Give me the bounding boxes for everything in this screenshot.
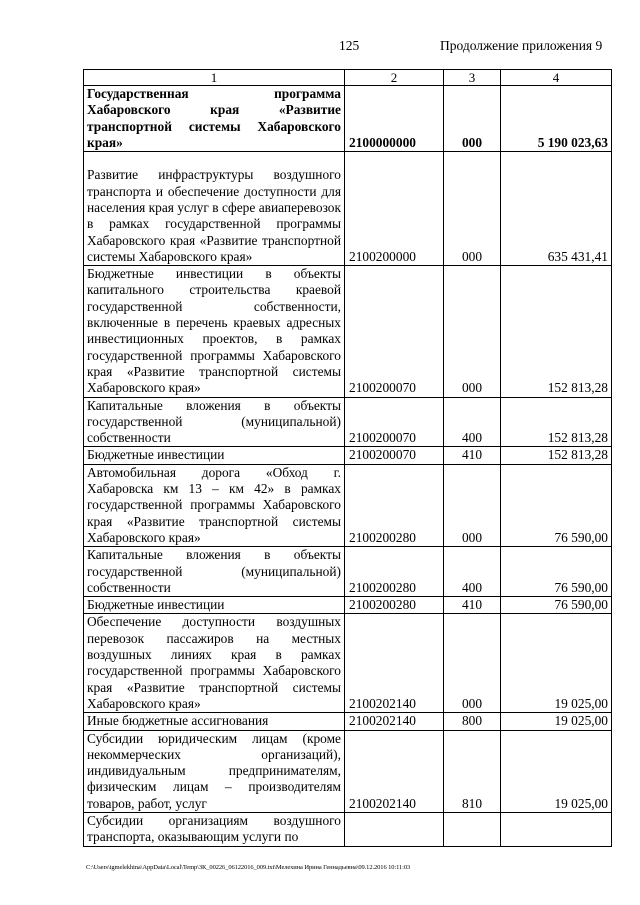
- row-code: 2100200280: [345, 547, 444, 597]
- table-row: [84, 464, 612, 546]
- budget-table: [83, 69, 612, 847]
- table-row: [84, 547, 612, 597]
- row-amount: 19 025,00: [501, 713, 612, 730]
- table-row: [84, 812, 612, 846]
- row-code: 2100200280: [345, 597, 444, 614]
- file-path-footer: C:\Users\igmelekhina\AppData\Local\Temp\ЗК_00226_06122016_009.txt\Мелехина Ирина Геннадьевна\09.12.2016 10:11:03: [86, 864, 411, 871]
- row-vr: 800: [444, 713, 501, 730]
- table-row: [84, 152, 612, 266]
- column-header-code: 2: [345, 70, 444, 86]
- table-row: [84, 397, 612, 447]
- row-name: Субсидии юридическим лицам (кроме некоммерческих организаций), индивидуальным предпринимателям, физическим лицам – производителям товаров, работ, услуг: [84, 730, 345, 812]
- row-vr: 000: [444, 152, 501, 266]
- row-vr: [444, 812, 501, 846]
- table-row: [84, 597, 612, 614]
- row-vr: 000: [444, 614, 501, 713]
- row-vr: 410: [444, 447, 501, 464]
- row-vr: 000: [444, 464, 501, 546]
- row-vr: 400: [444, 547, 501, 597]
- row-name: Государственная программа Хабаровского края «Развитие транспортной системы Хабаровского края»: [84, 86, 345, 152]
- row-amount: 635 431,41: [501, 152, 612, 266]
- row-code: 2100202140: [345, 730, 444, 812]
- row-code: 2100200070: [345, 447, 444, 464]
- row-code: 2100200280: [345, 464, 444, 546]
- row-amount: 19 025,00: [501, 730, 612, 812]
- row-vr: 000: [444, 266, 501, 397]
- row-code: [345, 812, 444, 846]
- row-code: 2100202140: [345, 614, 444, 713]
- row-amount: 152 813,28: [501, 447, 612, 464]
- table-row: [84, 614, 612, 713]
- row-amount: 76 590,00: [501, 597, 612, 614]
- row-amount: 76 590,00: [501, 464, 612, 546]
- column-header-amount: 4: [501, 70, 612, 86]
- row-vr: 000: [444, 86, 501, 152]
- row-amount: 152 813,28: [501, 266, 612, 397]
- table-row: [84, 86, 612, 152]
- row-name: Капитальные вложения в объекты государственной (муниципальной) собственности: [84, 547, 345, 597]
- table-row: [84, 713, 612, 730]
- row-vr: 410: [444, 597, 501, 614]
- row-vr: 400: [444, 397, 501, 447]
- row-amount: 19 025,00: [501, 614, 612, 713]
- row-name: Автомобильная дорога «Обход г. Хабаровска км 13 – км 42» в рамках государственной программы Хабаровского края «Развитие транспортной системы Хабаровского края»: [84, 464, 345, 546]
- table-row: [84, 266, 612, 397]
- row-code: 2100000000: [345, 86, 444, 152]
- row-code: 2100200070: [345, 266, 444, 397]
- row-name: Бюджетные инвестиции: [84, 597, 345, 614]
- page-number: 125: [339, 38, 360, 53]
- row-code: 2100200000: [345, 152, 444, 266]
- table-row: [84, 730, 612, 812]
- row-amount: [501, 812, 612, 846]
- table-header-row: [84, 70, 612, 86]
- column-header-vr: 3: [444, 70, 501, 86]
- continuation-label: Продолжение приложения 9: [440, 38, 603, 53]
- column-header-name: 1: [84, 70, 345, 86]
- row-vr: 810: [444, 730, 501, 812]
- row-name: Бюджетные инвестиции: [84, 447, 345, 464]
- row-amount: 152 813,28: [501, 397, 612, 447]
- row-name: Бюджетные инвестиции в объекты капитального строительства краевой государственной собственности, включенные в перечень краевых адресных инвестиционных проектов, в рамках государственной программы Хабаровского края «Развитие транспортной системы Хабаровского края»: [84, 266, 345, 397]
- table-row: [84, 447, 612, 464]
- row-name: Обеспечение доступности воздушных перевозок пассажиров на местных воздушных линиях края в рамках государственной программы Хабаровского края «Развитие транспортной системы Хабаровского края»: [84, 614, 345, 713]
- row-name: Капитальные вложения в объекты государственной (муниципальной) собственности: [84, 397, 345, 447]
- row-name: Развитие инфраструктуры воздушного транспорта и обеспечение доступности для населения края услуг в сфере авиаперевозок в рамках государственной программы Хабаровского края «Развитие транспортной системы Хабаровского края»: [84, 152, 345, 266]
- row-name: Иные бюджетные ассигнования: [84, 713, 345, 730]
- row-code: 2100202140: [345, 713, 444, 730]
- row-name: Субсидии организациям воздушного транспорта, оказывающим услуги по: [84, 812, 345, 846]
- row-amount: 5 190 023,63: [501, 86, 612, 152]
- row-amount: 76 590,00: [501, 547, 612, 597]
- row-code: 2100200070: [345, 397, 444, 447]
